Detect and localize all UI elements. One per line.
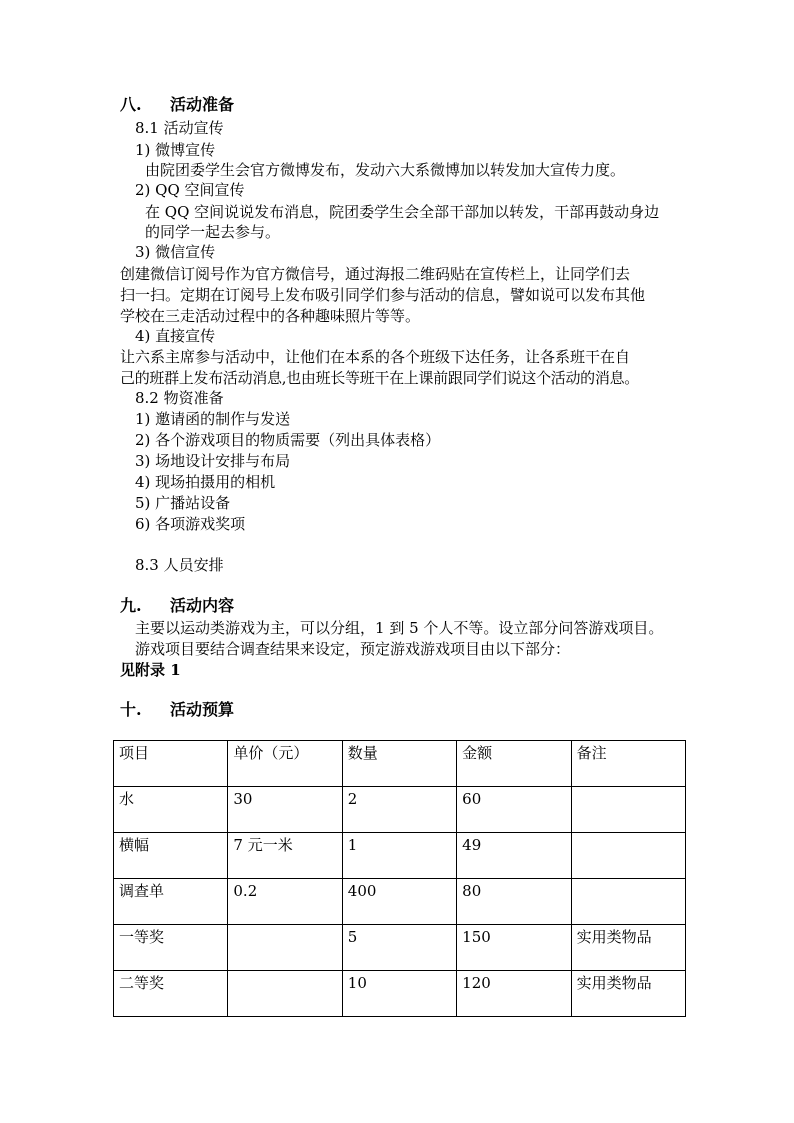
- table-cell: 水: [114, 787, 228, 833]
- table-cell: [571, 879, 685, 925]
- table-cell: 1: [342, 833, 456, 879]
- table-header-cell: 数量: [342, 741, 456, 787]
- material-item: 2) 各个游戏项目的物质需要（列出具体表格）: [135, 431, 441, 449]
- table-cell: [228, 971, 342, 1017]
- table-cell: 实用类物品: [571, 925, 685, 971]
- table-cell: 400: [342, 879, 456, 925]
- table-header-cell: 项目: [114, 741, 228, 787]
- table-row: [114, 879, 686, 925]
- section-9-number: 九.: [120, 596, 142, 615]
- material-item: 6) 各项游戏奖项: [135, 515, 246, 533]
- section-10-number: 十.: [120, 700, 142, 719]
- subsection-8-1: 8.1 活动宣传: [135, 119, 224, 137]
- subsection-8-3: 8.3 人员安排: [135, 556, 224, 574]
- table-cell: 30: [228, 787, 342, 833]
- material-item: 1) 邀请函的制作与发送: [135, 410, 291, 428]
- table-cell: 80: [457, 879, 571, 925]
- weibo-title: 1) 微博宣传: [135, 141, 216, 159]
- weibo-body: 由院团委学生会官方微博发布，发动六大系微博加以转发加大宣传力度。: [145, 161, 626, 179]
- section-9-title: 活动内容: [170, 596, 235, 615]
- direct-body-line-2: 己的班群上发布活动消息,也由班长等班干在上课前跟同学们说这个活动的消息。: [120, 369, 639, 387]
- wechat-body-line-3: 学校在三走活动过程中的各种趣味照片等等。: [120, 307, 421, 325]
- table-cell: 60: [457, 787, 571, 833]
- table-cell: [571, 787, 685, 833]
- section-9-body-line-1: 主要以运动类游戏为主，可以分组，1 到 5 个人不等。设立部分问答游戏项目。: [135, 619, 664, 637]
- qq-body-line-1: 在 QQ 空间说说发布消息，院团委学生会全部干部加以转发，干部再鼓动身边: [145, 203, 660, 221]
- table-cell: 2: [342, 787, 456, 833]
- table-header-row: [114, 741, 686, 787]
- table-cell: 横幅: [114, 833, 228, 879]
- table-cell: 120: [457, 971, 571, 1017]
- appendix-reference: 见附录 1: [120, 661, 181, 679]
- table-cell: 一等奖: [114, 925, 228, 971]
- direct-title: 4) 直接宣传: [135, 327, 216, 345]
- table-row: [114, 787, 686, 833]
- table-cell: 0.2: [228, 879, 342, 925]
- table-cell: [571, 833, 685, 879]
- section-9-body-line-2: 游戏项目要结合调查结果来设定，预定游戏游戏项目由以下部分：: [135, 640, 571, 658]
- material-item: 5) 广播站设备: [135, 494, 231, 512]
- table-header-cell: 单价（元）: [228, 741, 342, 787]
- table-cell: 5: [342, 925, 456, 971]
- qq-title: 2) QQ 空间宣传: [135, 181, 245, 199]
- subsection-8-2: 8.2 物资准备: [135, 389, 224, 407]
- material-item: 3) 场地设计安排与布局: [135, 452, 291, 470]
- wechat-title: 3) 微信宣传: [135, 243, 216, 261]
- table-cell: 10: [342, 971, 456, 1017]
- budget-table: [113, 740, 686, 1017]
- table-cell: 150: [457, 925, 571, 971]
- section-9-heading: [120, 596, 234, 616]
- table-cell: 实用类物品: [571, 971, 685, 1017]
- section-10-heading: [120, 700, 234, 720]
- table-row: [114, 971, 686, 1017]
- table-header-cell: 金额: [457, 741, 571, 787]
- wechat-body-line-2: 扫一扫。定期在订阅号上发布吸引同学们参与活动的信息，譬如说可以发布其他: [120, 286, 646, 304]
- table-header-cell: 备注: [571, 741, 685, 787]
- wechat-body-line-1: 创建微信订阅号作为官方微信号，通过海报二维码贴在宣传栏上，让同学们去: [120, 265, 631, 283]
- table-cell: 调查单: [114, 879, 228, 925]
- material-item: 4) 现场拍摄用的相机: [135, 473, 276, 491]
- table-row: [114, 925, 686, 971]
- table-cell: 7 元一米: [228, 833, 342, 879]
- table-row: [114, 833, 686, 879]
- section-8-title: 活动准备: [170, 95, 235, 114]
- section-8-number: 八.: [120, 95, 142, 114]
- table-cell: 二等奖: [114, 971, 228, 1017]
- qq-body-line-2: 的同学一起去参与。: [145, 223, 281, 241]
- section-10-title: 活动预算: [170, 700, 235, 719]
- direct-body-line-1: 让六系主席参与活动中，让他们在本系的各个班级下达任务，让各系班干在自: [120, 348, 631, 366]
- section-8-heading: [120, 95, 234, 115]
- table-cell: [228, 925, 342, 971]
- table-cell: 49: [457, 833, 571, 879]
